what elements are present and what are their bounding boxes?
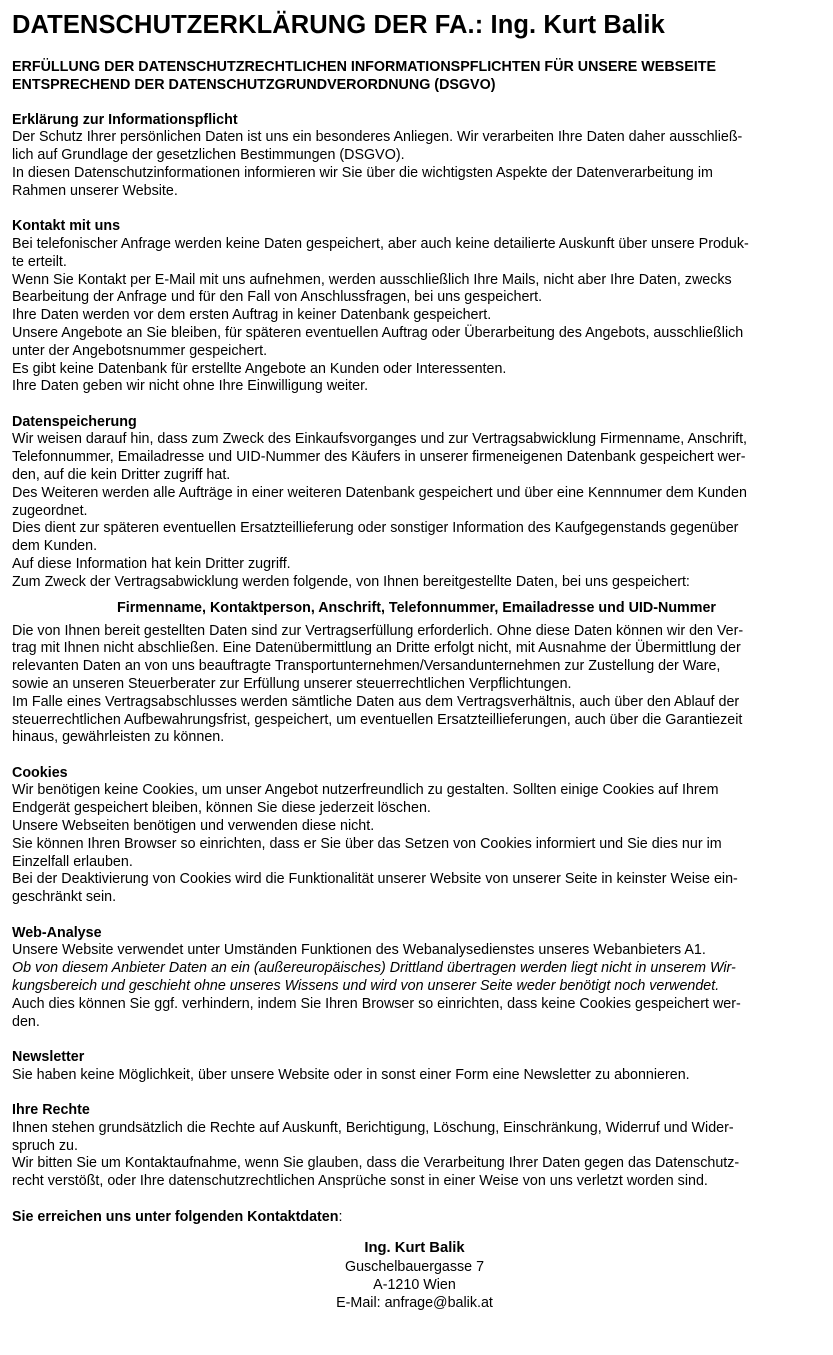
paragraph-line: Rahmen unserer Website. xyxy=(12,182,178,199)
paragraph-line: unter der Angebotsnummer gespeichert. xyxy=(12,342,268,359)
subtitle-line: ENTSPRECHEND DER DATENSCHUTZGRUNDVERORDNUNG (DSGVO) xyxy=(12,76,496,93)
paragraph-line: Ihnen stehen grundsätzlich die Rechte auf Auskunft, Berichtigung, Löschung, Einschränkung, Widerruf und Wider- xyxy=(12,1119,734,1136)
section-datenspeicherung xyxy=(12,414,821,748)
paragraph-line: Der Schutz Ihrer persönlichen Daten ist uns ein besonderes Anliegen. Wir verarbeiten Ihre Daten daher ausschließ- xyxy=(12,129,743,146)
paragraph-line: Ihre Daten werden vor dem ersten Auftrag in keiner Datenbank gespeichert. xyxy=(12,307,492,324)
section-newsletter xyxy=(12,1049,821,1085)
paragraph-line-italic: kungsbereich und geschieht ohne unseres Wissens und wird von unserer Seite weder benötigt noch verwendet. xyxy=(12,977,720,994)
section-web-analyse xyxy=(12,925,821,1032)
contact-email: E-Mail: anfrage@balik.at xyxy=(336,1295,493,1312)
contact-street: Guschelbauergasse 7 xyxy=(344,1258,485,1275)
paragraph-line: Wir weisen darauf hin, dass zum Zweck des Einkaufsvorganges und zur Vertragsabwicklung Firmenname, Anschrift, xyxy=(12,431,748,448)
contact-name: Ing. Kurt Balik xyxy=(364,1239,465,1256)
section-heading: Erklärung zur Informationspflicht xyxy=(12,111,238,128)
paragraph-line: Wenn Sie Kontakt per E-Mail mit uns aufnehmen, werden ausschließlich Ihre Mails, nicht aber Ihre Daten, zwecks xyxy=(12,271,732,288)
paragraph-line: Zum Zweck der Vertragsabwicklung werden folgende, von Ihnen bereitgestellte Daten, bei uns gespeichert: xyxy=(12,573,690,590)
paragraph-line: Sie können Ihren Browser so einrichten, dass er Sie über das Setzen von Cookies informiert und Sie dies nur im xyxy=(12,835,722,852)
paragraph-line: Einzelfall erlauben. xyxy=(12,853,133,870)
paragraph-line: recht verstößt, oder Ihre datenschutzrechtlichen Ansprüche sonst in einer Weise von uns verletzt worden sind. xyxy=(12,1173,708,1190)
section-rechte xyxy=(12,1102,821,1191)
section-heading: Web-Analyse xyxy=(12,924,102,941)
section-heading: Datenspeicherung xyxy=(12,413,137,430)
paragraph-line: Im Falle eines Vertragsabschlusses werden sämtliche Daten aus dem Vertragsverhältnis, auch über den Ablauf der xyxy=(12,693,740,710)
paragraph-line: steuerrechtlichen Aufbewahrungsfrist, gespeichert, um eventuellen Ersatzteillieferungen, auch über die Garantiezeit xyxy=(12,711,743,728)
paragraph-line: Bei der Deaktivierung von Cookies wird die Funktionalität unserer Website von unserer Seite in keinster Weise ein- xyxy=(12,871,738,888)
contact-city: A-1210 Wien xyxy=(373,1277,456,1294)
section-heading: Newsletter xyxy=(12,1048,85,1065)
page-title: DATENSCHUTZERKLÄRUNG DER FA.: Ing. Kurt Balik xyxy=(12,11,665,39)
contact-intro-text: Sie erreichen uns unter folgenden Kontaktdaten xyxy=(12,1208,339,1225)
paragraph-line: Bearbeitung der Anfrage und für den Fall von Anschlussfragen, bei uns gespeichert. xyxy=(12,289,543,306)
paragraph-line: te erteilt. xyxy=(12,253,67,270)
paragraph-line: den. xyxy=(12,1013,40,1030)
paragraph-line-italic: Ob von diesem Anbieter Daten an ein (außereuropäisches) Drittland übertragen werden liegt nicht in unserem Wir- xyxy=(12,960,736,977)
paragraph-line: lich auf Grundlage der gesetzlichen Bestimmungen (DSGVO). xyxy=(12,147,405,164)
paragraph-line: In diesen Datenschutzinformationen informieren wir Sie über die wichtigsten Aspekte der Datenverarbeitung im xyxy=(12,165,713,182)
paragraph-line: Telefonnummer, Emailadresse und UID-Nummer des Käufers in unserer firmeneigenen Datenbank gespeichert wer- xyxy=(12,449,746,466)
paragraph-line: Wir benötigen keine Cookies, um unser Angebot nutzerfreundlich zu gestalten. Sollten einige Cookies auf Ihrem xyxy=(12,782,719,799)
section-heading: Cookies xyxy=(12,764,68,781)
paragraph-line: Sie haben keine Möglichkeit, über unsere Website oder in sonst einer Form eine Newsletter zu abonnieren. xyxy=(12,1066,690,1083)
section-kontakt xyxy=(12,218,821,396)
page-subtitle xyxy=(12,59,821,94)
paragraph-line: trag mit Ihnen nicht abschließen. Eine Datenübermittlung an Dritte erfolgt nicht, mit Ausnahme der Übermittlung der xyxy=(12,640,741,657)
paragraph-line: den, auf die kein Dritter zugriff hat. xyxy=(12,467,231,484)
paragraph-line: geschränkt sein. xyxy=(12,889,117,906)
paragraph-line: Auch dies können Sie ggf. verhindern, indem Sie Ihren Browser so einrichten, dass keine Cookies gespeichert wer- xyxy=(12,995,741,1012)
paragraph-line: Endgerät gespeichert bleiben, können Sie diese jederzeit löschen. xyxy=(12,800,431,817)
contact-block xyxy=(12,1238,817,1313)
paragraph-line: Dies dient zur späteren eventuellen Ersatzteillieferung oder sonstiger Information des Kaufgegenstands gegenüber xyxy=(12,520,739,537)
paragraph-line: Bei telefonischer Anfrage werden keine Daten gespeichert, aber auch keine detailierte Auskunft über unsere Produk- xyxy=(12,235,749,252)
contact-intro xyxy=(12,1208,821,1226)
paragraph-line: zugeordnet. xyxy=(12,502,88,519)
paragraph-line: Unsere Webseiten benötigen und verwenden diese nicht. xyxy=(12,818,375,835)
paragraph-line: Wir bitten Sie um Kontaktaufnahme, wenn Sie glauben, dass die Verarbeitung Ihrer Daten gegen das Datenschutz- xyxy=(12,1155,740,1172)
paragraph-line: Die von Ihnen bereit gestellten Daten sind zur Vertragserfüllung erforderlich. Ohne diese Daten können wir den Ver- xyxy=(12,622,744,639)
contact-intro-colon: : xyxy=(338,1208,343,1225)
paragraph-line: spruch zu. xyxy=(12,1137,78,1154)
paragraph-line: sowie an unseren Steuerberater zur Erfüllung unserer steuerrechtlichen Verpflichtungen. xyxy=(12,676,572,692)
section-heading: Kontakt mit uns xyxy=(12,218,121,235)
paragraph-line: dem Kunden. xyxy=(12,538,98,555)
section-info xyxy=(12,112,821,201)
section-cookies xyxy=(12,765,821,907)
paragraph-line: Unsere Website verwendet unter Umständen Funktionen des Webanalysedienstes unseres Webanbieters A1. xyxy=(12,942,706,959)
subtitle-line: ERFÜLLUNG DER DATENSCHUTZRECHTLICHEN INFORMATIONSPFLICHTEN FÜR UNSERE WEBSEITE xyxy=(12,59,716,75)
paragraph-line: Es gibt keine Datenbank für erstellte Angebote an Kunden oder Interessenten. xyxy=(12,360,507,377)
stored-data-list: Firmenname, Kontaktperson, Anschrift, Telefonnummer, Emailadresse und UID-Nummer xyxy=(116,599,716,616)
paragraph-line: relevanten Daten an von uns beauftragte Transportunternehmen/Versandunternehmen zur Zustellung der Ware, xyxy=(12,658,721,675)
paragraph-line: Ihre Daten geben wir nicht ohne Ihre Einwilligung weiter. xyxy=(12,378,369,395)
paragraph-line: Unsere Angebote an Sie bleiben, für späteren eventuellen Auftrag oder Überarbeitung des Angebots, ausschließlich xyxy=(12,324,744,341)
paragraph-line: hinaus, gewährleisten zu können. xyxy=(12,729,225,746)
paragraph-line: Des Weiteren werden alle Aufträge in einer weiteren Datenbank gespeichert und über eine Kennnumer dem Kunden xyxy=(12,484,747,501)
paragraph-line: Auf diese Information hat kein Dritter zugriff. xyxy=(12,556,291,573)
section-heading: Ihre Rechte xyxy=(12,1101,90,1118)
